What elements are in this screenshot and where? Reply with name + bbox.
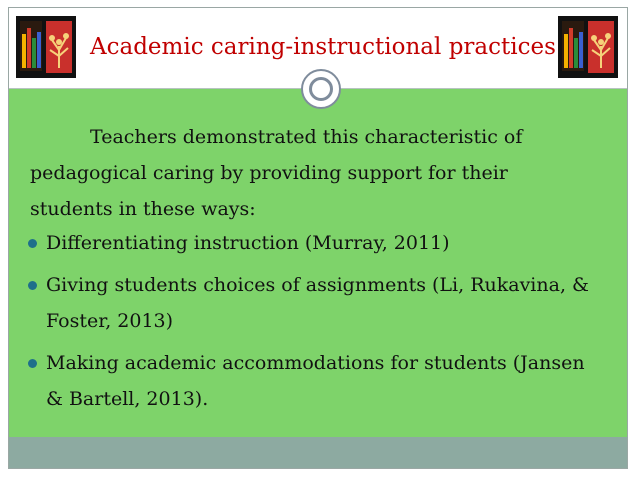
slide-title: Academic caring-instructional practices xyxy=(90,34,556,60)
bullet-text: Giving students choices of assignments (Li, Rukavina, & Foster, 2013) xyxy=(46,274,589,332)
intro-paragraph: Teachers demonstrated this characteristic of pedagogical caring by providing support for their students in these ways: xyxy=(30,126,523,220)
bullet-text: Differentiating instruction (Murray, 2011) xyxy=(46,232,450,254)
bullet-list xyxy=(28,225,603,423)
list-item xyxy=(28,345,603,417)
footer-bar xyxy=(9,437,627,468)
bullet-icon xyxy=(28,281,37,290)
school-art-logo-icon xyxy=(16,16,76,78)
list-item xyxy=(28,225,603,261)
circle-ornament-inner xyxy=(309,77,333,101)
list-item xyxy=(28,267,603,339)
bullet-icon xyxy=(28,359,37,368)
bullet-text: Making academic accommodations for students (Jansen & Bartell, 2013). xyxy=(46,352,585,410)
circle-ornament-icon xyxy=(301,69,341,109)
school-art-logo-left xyxy=(16,16,76,78)
bullet-icon xyxy=(28,239,37,248)
